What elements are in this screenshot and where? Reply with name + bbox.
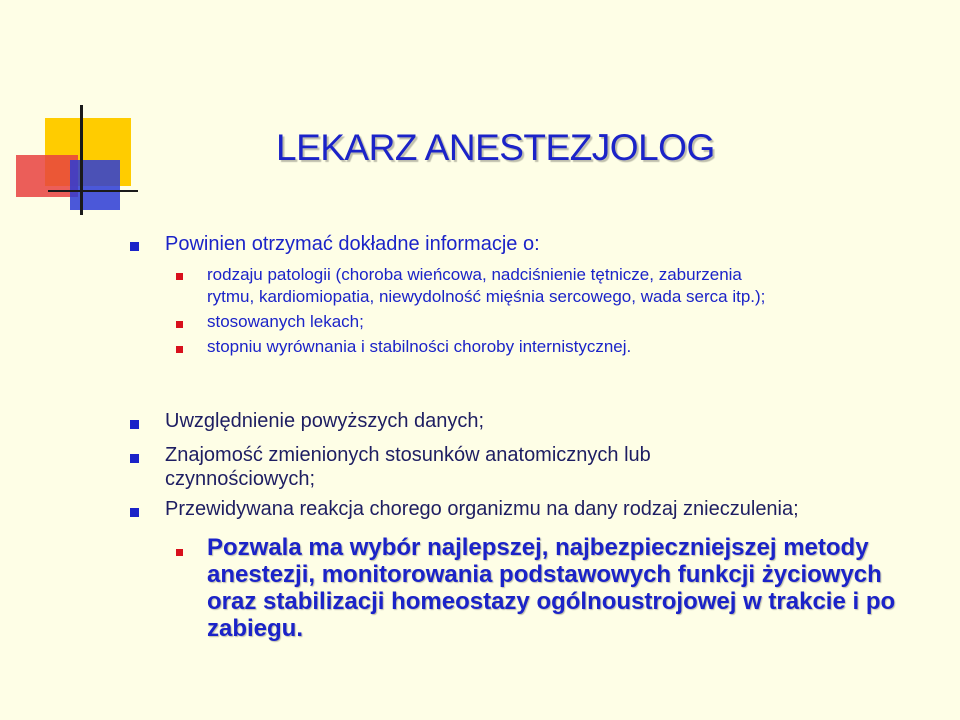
section1-item-line: rodzaju patologii (choroba wieńcowa, nadciśnienie tętnicze, zaburzenia — [207, 265, 742, 284]
square-bullet-icon — [176, 549, 183, 556]
square-bullet-icon — [130, 242, 139, 251]
square-bullet-icon — [176, 321, 183, 328]
horizontal-line-shape — [48, 190, 138, 192]
section1-heading: Powinien otrzymać dokładne informacje o: — [165, 233, 540, 255]
section2-item-continued: czynnościowych; — [165, 468, 316, 490]
vertical-line-shape — [80, 105, 83, 215]
conclusion-line: zabiegu. — [207, 615, 304, 642]
conclusion-line: anestezji, monitorowania podstawowych funkcji życiowych — [207, 561, 882, 588]
blue-square-shape — [70, 160, 120, 210]
section1-item-line: stosowanych lekach; — [207, 312, 364, 331]
conclusion-line: oraz stabilizacji homeostazy ogólnoustrojowej w trakcie i po — [207, 588, 896, 615]
square-bullet-icon — [130, 454, 139, 463]
square-bullet-icon — [130, 508, 139, 517]
section2-item: Znajomość zmienionych stosunków anatomicznych lub — [165, 444, 651, 466]
section2-item: Uwzględnienie powyższych danych; — [165, 410, 485, 432]
square-bullet-icon — [130, 420, 139, 429]
square-bullet-icon — [176, 346, 183, 353]
slide-title: LEKARZ ANESTEZJOLOG — [276, 127, 715, 168]
section1-item-line: rytmu, kardiomiopatia, niewydolność mięśnia sercowego, wada serca itp.); — [207, 287, 766, 306]
decorative-logo-icon — [0, 0, 140, 230]
conclusion-line: Pozwala ma wybór najlepszej, najbezpieczniejszej metody — [207, 534, 869, 561]
section2-item: Przewidywana reakcja chorego organizmu na dany rodzaj znieczulenia; — [165, 498, 799, 520]
square-bullet-icon — [176, 273, 183, 280]
section1-item-line: stopniu wyrównania i stabilności choroby internistycznej. — [207, 337, 632, 356]
